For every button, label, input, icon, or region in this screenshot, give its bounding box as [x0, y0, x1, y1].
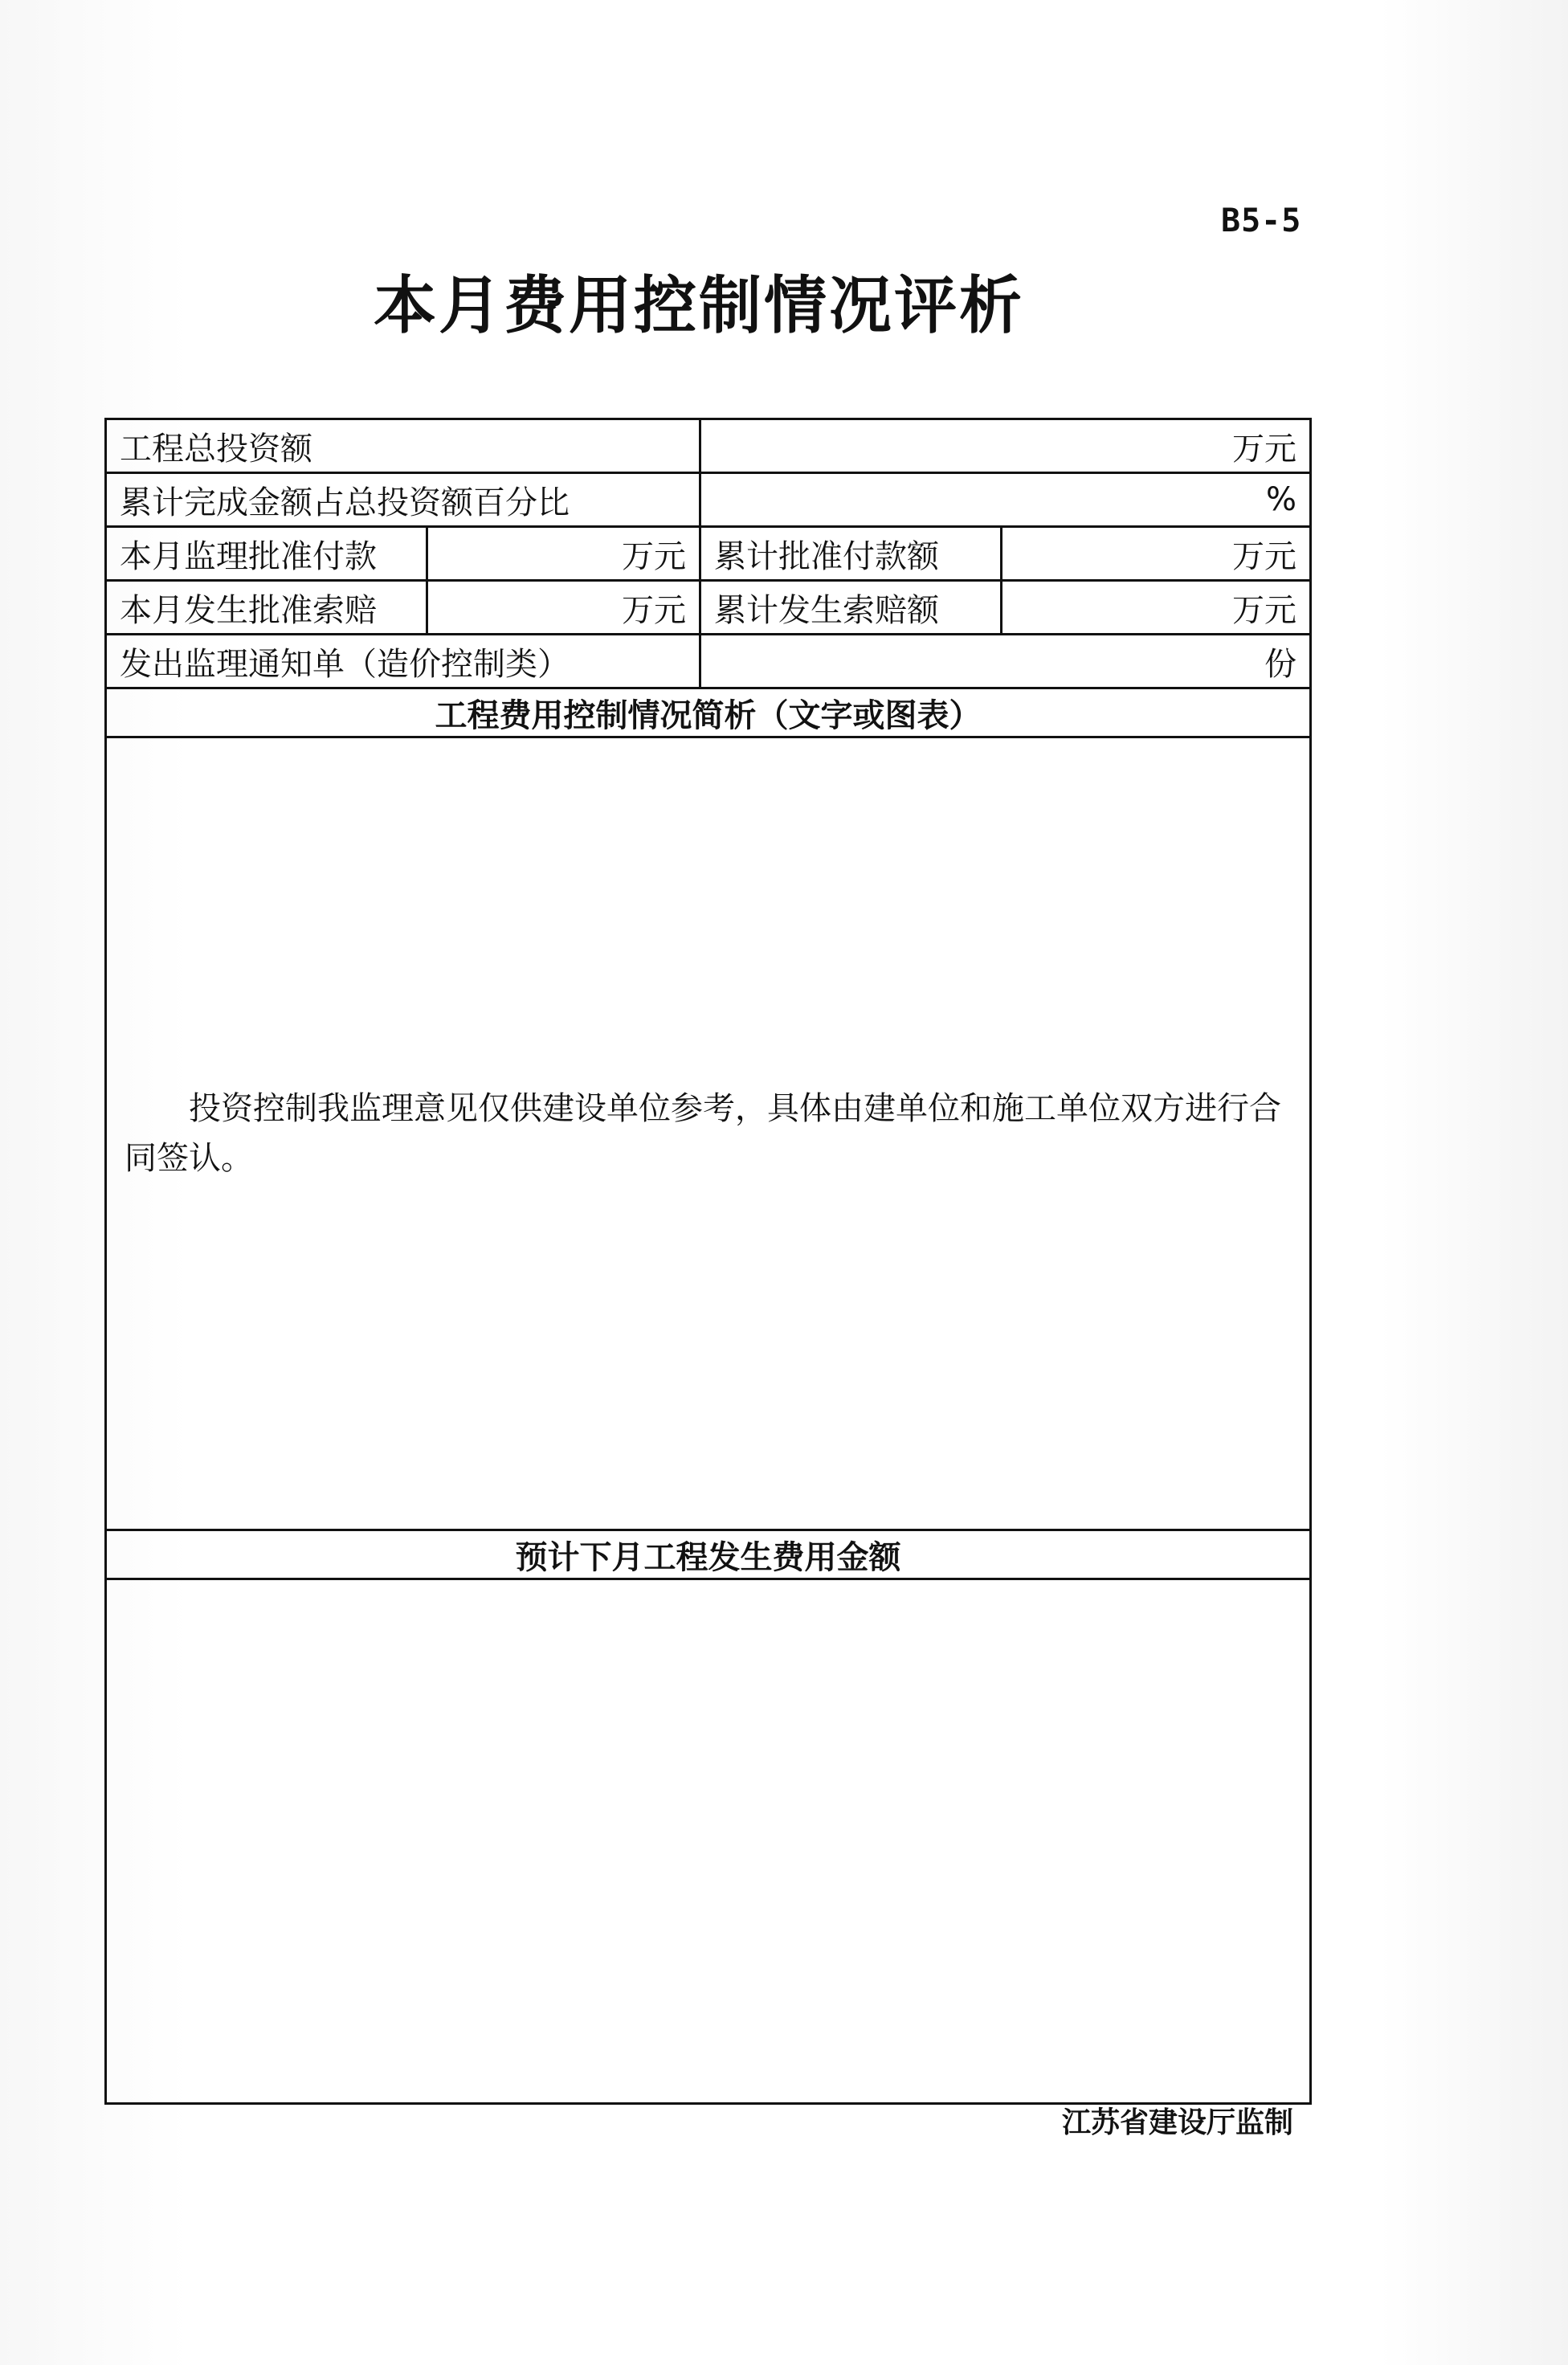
monthly-approved-payment-label: 本月监理批准付款: [106, 527, 427, 581]
forecast-section-title: 预计下月工程发生费用金额: [106, 1530, 1311, 1579]
cumulative-claims-value-field[interactable]: [1002, 581, 1311, 635]
forecast-header-row: [106, 1530, 1311, 1579]
cumulative-approved-payment-label: 累计批准付款额: [700, 527, 1002, 581]
forecast-text-area[interactable]: [106, 1579, 1311, 2104]
monthly-approved-claims-value-field[interactable]: [427, 581, 700, 635]
monthly-approved-claims-label: 本月发生批准索赔: [106, 581, 427, 635]
cost-notices-row: [106, 635, 1311, 688]
total-investment-row: [106, 419, 1311, 473]
total-investment-label: 工程总投资额: [106, 419, 700, 473]
cumulative-completion-value-field[interactable]: [700, 473, 1311, 527]
analysis-text-area[interactable]: [106, 737, 1311, 1530]
cumulative-completion-unit: %: [1265, 481, 1296, 518]
forecast-body-row: [106, 1579, 1311, 2104]
cost-control-form: [104, 418, 1312, 2105]
monthly-approved-payment-unit: 万元: [622, 537, 686, 575]
cumulative-claims-label: 累计发生索赔额: [700, 581, 1002, 635]
cumulative-claims-unit: 万元: [1232, 591, 1296, 629]
cost-notices-label: 发出监理通知单（造价控制类）: [106, 635, 700, 688]
monthly-approved-claims-unit: 万元: [622, 591, 686, 629]
monthly-approved-payment-value-field[interactable]: [427, 527, 700, 581]
cumulative-approved-payment-unit: 万元: [1232, 537, 1296, 575]
page-title: 本月费用控制情况评析: [373, 270, 1024, 342]
claims-row: [106, 581, 1311, 635]
analysis-body-row: [106, 737, 1311, 1530]
analysis-text: 投资控制我监理意见仅供建设单位参考，具体由建单位和施工单位双方进行合同签认。: [125, 1090, 1281, 1177]
cumulative-completion-label: 累计完成金额占总投资额百分比: [106, 473, 700, 527]
cumulative-completion-row: [106, 473, 1311, 527]
cumulative-approved-payment-value-field[interactable]: [1002, 527, 1311, 581]
cost-notices-value-field[interactable]: [700, 635, 1311, 688]
analysis-section-title: 工程费用控制情况简析（文字或图表）: [106, 688, 1311, 737]
analysis-header-row: [106, 688, 1311, 737]
form-code: B5-5: [1221, 202, 1302, 239]
total-investment-unit: 万元: [1232, 430, 1296, 468]
issuer-note: 江苏省建设厅监制: [1061, 2106, 1293, 2139]
total-investment-value-field[interactable]: [700, 419, 1311, 473]
cost-notices-unit: 份: [1264, 645, 1296, 683]
approved-payment-row: [106, 527, 1311, 581]
